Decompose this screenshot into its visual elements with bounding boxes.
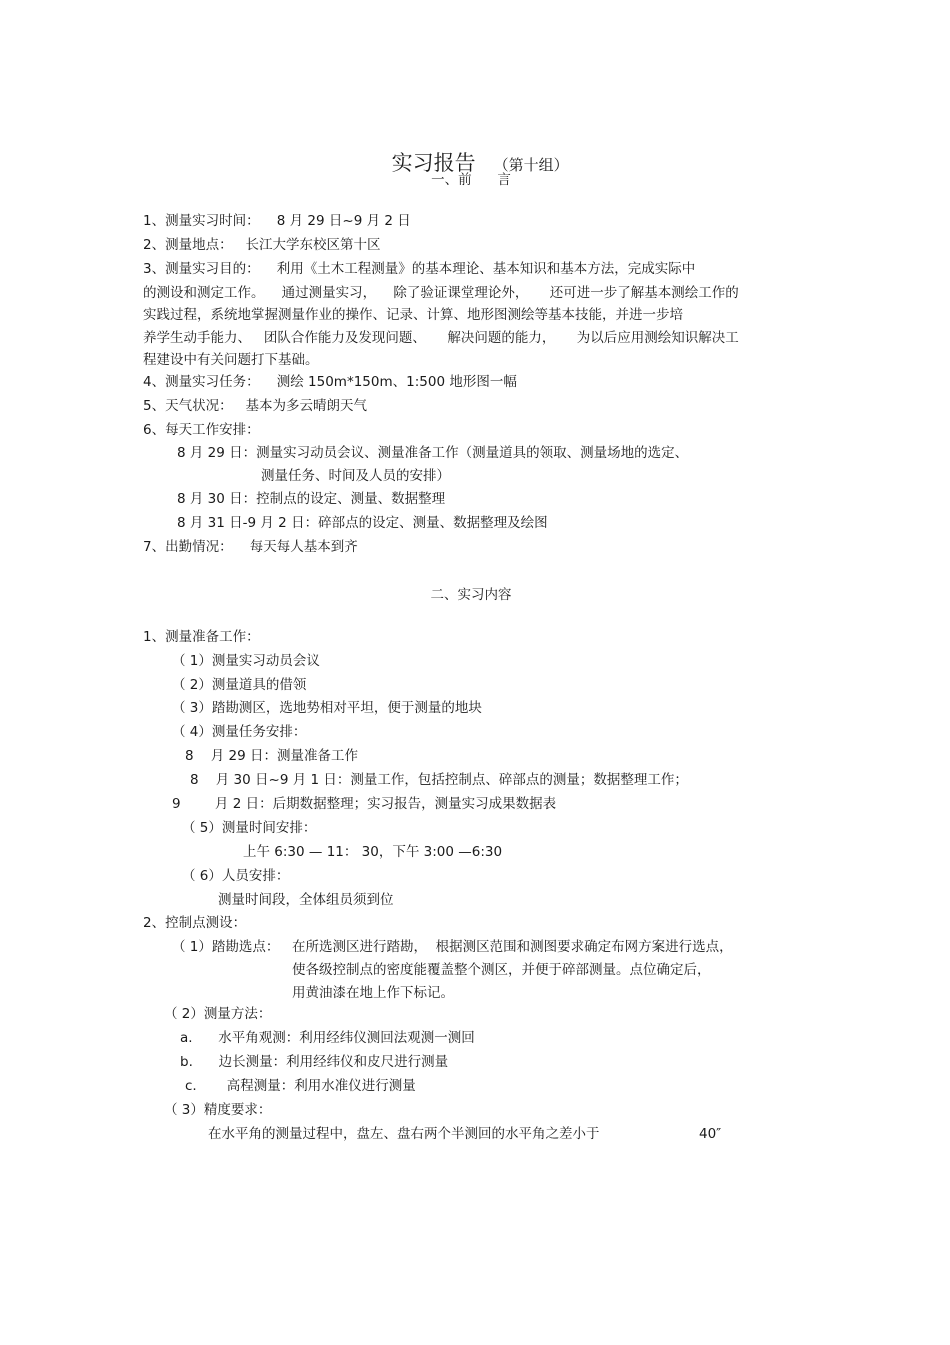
prep-task-day-2: 8 月 30 日~9 月 1 日：测量工作，包括控制点、碎部点的测量；数据整理工作；	[190, 772, 688, 788]
control-item-1-label: （ 1）踏勘选点：	[172, 939, 280, 955]
prep-item-5: （ 5）测量时间安排：	[182, 820, 317, 836]
prep-item-1: （ 1）测量实习动员会议	[172, 653, 320, 669]
control-item-1-text-1: 在所选测区进行踏勘， 根据测区范围和测图要求确定布网方案进行选点，	[292, 939, 733, 955]
prep-item-4: （ 4）测量任务安排：	[172, 724, 307, 740]
item-attendance: 7、出勤情况： 每天每人基本到齐	[143, 539, 358, 555]
prep-item-6: （ 6）人员安排：	[182, 868, 290, 884]
item-purpose-line-1: 3、测量实习目的： 利用《土木工程测量》的基本理论、基本知识和基本方法，完成实际中	[143, 261, 696, 277]
precision-text: 在水平角的测量过程中，盘左、盘右两个半测回的水平角之差小于	[208, 1126, 600, 1142]
control-item-2-heading: （ 2）测量方法：	[164, 1006, 272, 1022]
section1-heading: 一、前 言	[431, 172, 511, 188]
prep-heading: 1、测量准备工作：	[143, 629, 260, 645]
item-place: 2、测量地点： 长江大学东校区第十区	[143, 237, 381, 253]
schedule-day-2: 8 月 30 日：控制点的设定、测量、数据整理	[177, 491, 446, 507]
control-item-1-text-3: 用黄油漆在地上作下标记。	[292, 985, 454, 1001]
method-c: c. 高程测量：利用水准仪进行测量	[185, 1078, 416, 1094]
precision-value: 40″	[699, 1126, 722, 1142]
prep-item-3: （ 3）踏勘测区，选地势相对平坦，便于测量的地块	[172, 700, 482, 716]
schedule-day-1-continued: 测量任务、时间及人员的安排）	[261, 468, 450, 484]
item-task: 4、测量实习任务： 测绘 150m*150m、1:500 地形图一幅	[143, 374, 517, 390]
section2-heading: 二、实习内容	[430, 587, 512, 603]
prep-time-schedule: 上午 6:30 — 11： 30，下午 3:00 —6:30	[243, 844, 503, 860]
method-a: a. 水平角观测：利用经纬仪测回法观测一测回	[180, 1030, 475, 1046]
item-purpose-line-3: 实践过程，系统地掌握测量作业的操作、记录、计算、地形图测绘等基本技能，并进一步培	[143, 307, 683, 323]
item-purpose-line-4: 养学生动手能力、 团队合作能力及发现问题、 解决问题的能力， 为以后应用测绘知识解决工	[143, 330, 739, 346]
title-group: （第十组）	[493, 156, 569, 174]
control-item-3-heading: （ 3）精度要求：	[164, 1102, 272, 1118]
control-item-1-text-2: 使各级控制点的密度能覆盖整个测区，并便于碎部测量。点位确定后，	[292, 962, 711, 978]
item-purpose-line-5: 程建设中有关问题打下基础。	[143, 352, 319, 368]
method-b: b. 边长测量：利用经纬仪和皮尺进行测量	[180, 1054, 449, 1070]
control-heading: 2、控制点测设：	[143, 915, 247, 931]
item-weather: 5、天气状况： 基本为多云晴朗天气	[143, 398, 367, 414]
schedule-day-1: 8 月 29 日：测量实习动员会议、测量准备工作（测量道具的领取、测量场地的选定、	[177, 445, 689, 461]
prep-task-day-3: 9 月 2 日：后期数据整理；实习报告，测量实习成果数据表	[172, 796, 557, 812]
schedule-day-3: 8 月 31 日-9 月 2 日：碎部点的设定、测量、数据整理及绘图	[177, 515, 548, 531]
item-time: 1、测量实习时间： 8 月 29 日~9 月 2 日	[143, 213, 411, 229]
prep-task-day-1: 8 月 29 日：测量准备工作	[185, 748, 359, 764]
prep-personnel-text: 测量时间段，全体组员须到位	[218, 892, 394, 908]
title-main: 实习报告	[391, 151, 476, 175]
item-purpose-line-2: 的测设和测定工作。 通过测量实习， 除了验证课堂理论外， 还可进一步了解基本测绘工作的	[143, 285, 739, 301]
prep-item-2: （ 2）测量道具的借领	[172, 677, 307, 693]
item-schedule-heading: 6、每天工作安排：	[143, 422, 260, 438]
